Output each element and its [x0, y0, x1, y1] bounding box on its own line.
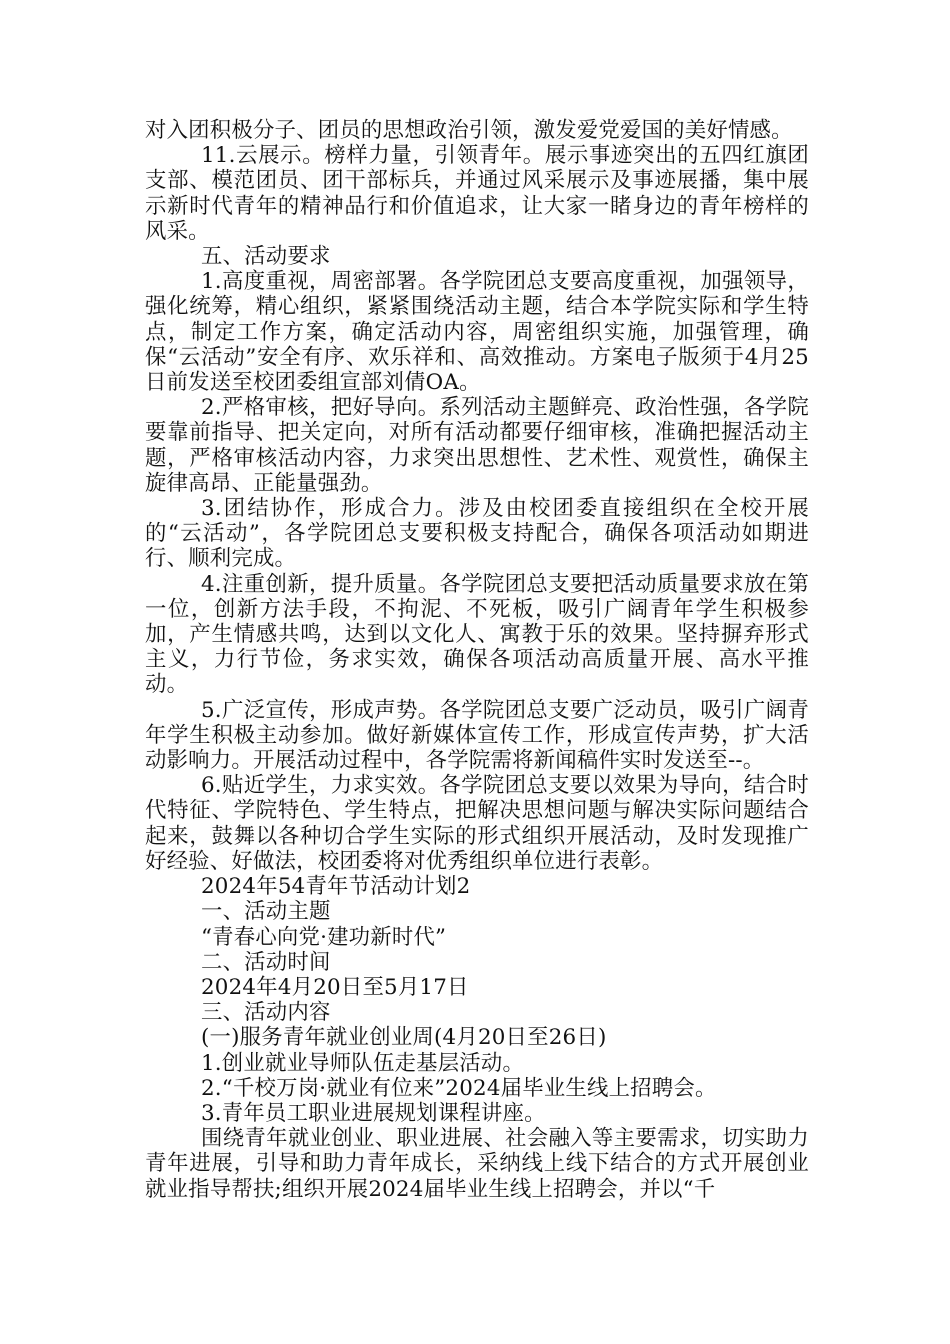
- list-item-3: 3.青年员工职业进展规划课程讲座。: [201, 1100, 546, 1126]
- heading-time: 二、活动时间: [201, 949, 331, 975]
- paragraph-intro: 对入团积极分子、团员的思想政治引领，激发爱党爱国的美好情感。: [145, 118, 793, 143]
- paragraph-item-11: 11.云展示。榜样力量，引领青年。展示事迹突出的五四红旗团支部、模范团员、团干部标兵，并通过风采展示及事迹展播，集中展示新时代青年的精神品行和价值追求，让大家一睹身边的青年榜样的风采。: [145, 143, 809, 244]
- paragraph-requirement-4: 4.注重创新，提升质量。各学院团总支要把活动质量要求放在第一位，创新方法手段，不拘泥、不死板，吸引广阔青年学生积极参加，产生情感共鸣，达到以文化人、寓教于乐的效果。坚持摒弃形式主义，力行节俭，务求实效，确保各项活动高质量开展、高水平推动。: [145, 571, 809, 698]
- theme-text: “青春心向党·建功新时代”: [201, 924, 447, 950]
- heading-section-5: 五、活动要求: [201, 244, 331, 270]
- heading-content: 三、活动内容: [201, 1000, 331, 1026]
- subheading-week-1: (一)服务青年就业创业周(4月20日至26日): [201, 1025, 607, 1051]
- paragraph-requirement-6: 6.贴近学生，力求实效。各学院团总支要以效果为导向，结合时代特征、学院特色、学生特点，把解决思想问题与解决实际问题结合起来，鼓舞以各种切合学生实际的形式组织开展活动，及时发现推广好经验、好做法，校团委将对优秀组织单位进行表彰。: [145, 773, 809, 874]
- time-text: 2024年4月20日至5月17日: [201, 974, 469, 1000]
- list-item-2: 2.“千校万岗·就业有位来”2024届毕业生线上招聘会。: [201, 1075, 717, 1101]
- paragraph-requirement-3: 3.团结协作，形成合力。涉及由校团委直接组织在全校开展的“云活动”，各学院团总支要积极支持配合，确保各项活动如期进行、顺利完成。: [145, 496, 809, 572]
- document-page: [145, 118, 809, 1202]
- heading-theme: 一、活动主题: [201, 899, 331, 925]
- paragraph-employment: 围绕青年就业创业、职业进展、社会融入等主要需求，切实助力青年进展，引导和助力青年成长，采纳线上线下结合的方式开展创业就业指导帮扶;组织开展2024届毕业生线上招聘会，并以“千: [145, 1126, 809, 1202]
- list-item-1: 1.创业就业导师队伍走基层活动。: [201, 1050, 525, 1076]
- paragraph-requirement-1: 1.高度重视，周密部署。各学院团总支要高度重视，加强领导，强化统筹，精心组织，紧紧围绕活动主题，结合本学院实际和学生特点，制定工作方案，确定活动内容，周密组织实施，加强管理，确保“云活动”安全有序、欢乐祥和、高效推动。方案电子版须于4月25日前发送至校团委组宣部刘倩OA。: [145, 269, 809, 396]
- paragraph-requirement-2: 2.严格审核，把好导向。系列活动主题鲜亮、政治性强，各学院要靠前指导、把关定向，对所有活动都要仔细审核，准确把握活动主题，严格审核活动内容，力求突出思想性、艺术性、观赏性，确保主旋律高昂、正能量强劲。: [145, 395, 809, 496]
- paragraph-requirement-5: 5.广泛宣传，形成声势。各学院团总支要广泛动员，吸引广阔青年学生积极主动参加。做好新媒体宣传工作，形成宣传声势，扩大活动影响力。开展活动过程中，各学院需将新闻稿件实时发送至--。: [145, 697, 809, 774]
- plan-title: 2024年54青年节活动计划2: [201, 874, 471, 900]
